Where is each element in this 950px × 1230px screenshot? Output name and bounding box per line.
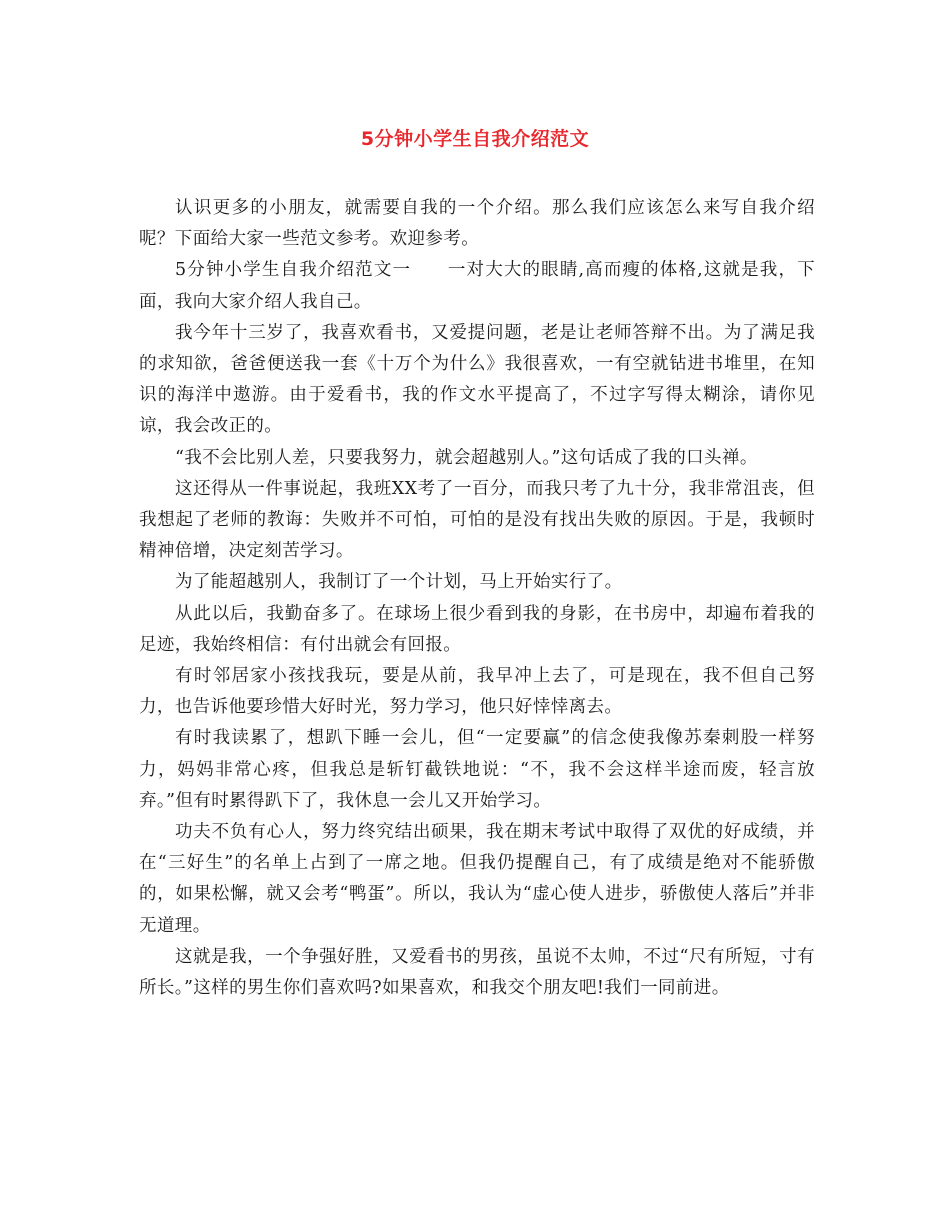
paragraph: 这就是我，一个争强好胜，又爱看书的男孩，虽说不太帅，不过“尺有所短，寸有所长。”这样的男生你们喜欢吗?如果喜欢，和我交个朋友吧!我们一同前进。 <box>139 946 815 999</box>
paragraph: “我不会比别人差，只要我努力，就会超越别人。”这句话成了我的口头禅。 <box>175 447 758 468</box>
paragraph: 这还得从一件事说起，我班XX考了一百分，而我只考了九十分，我非常沮丧，但我想起了老师的教诲：失败并不可怕，可怕的是没有找出失败的原因。于是，我顿时精神倍增，决定刻苦学习。 <box>139 478 815 562</box>
paragraph: 为了能超越别人，我制订了一个计划，马上开始实行了。 <box>175 572 623 593</box>
paragraph-sample-heading <box>139 255 815 317</box>
paragraph: 功夫不负有心人，努力终究结出硕果，我在期末考试中取得了双优的好成绩，并在“三好生”的名单上占到了一席之地。但我仍提醒自己，有了成绩是绝对不能骄傲的，如果松懈，就又会考“鸭蛋”。所以，我认为“虚心使人进步，骄傲使人落后”并非无道理。 <box>139 822 815 936</box>
paragraph: 从此以后，我勤奋多了。在球场上很少看到我的身影，在书房中，却遍布着我的足迹，我始终相信：有付出就会有回报。 <box>139 603 815 655</box>
sample-heading: 5分钟小学生自我介绍范文一 <box>175 260 412 281</box>
document-body <box>139 193 815 1004</box>
sample-first-line: 一对大大的眼睛,高而瘦的体格,这就是我，下面，我向大家介绍人我自己。 <box>139 260 815 312</box>
paragraph: 有时邻居家小孩找我玩，要是从前，我早冲上去了，可是现在，我不但自己努力，也告诉他要珍惜大好时光，努力学习，他只好悻悻离去。 <box>139 666 815 718</box>
paragraph: 我今年十三岁了，我喜欢看书，又爱提问题，老是让老师答辩不出。为了满足我的求知欲，爸爸便送我一套《十万个为什么》我很喜欢，一有空就钻进书堆里，在知识的海洋中遨游。由于爱看书，我的作文水平提高了，不过字写得太糊涂，请你见谅，我会改正的。 <box>139 322 815 437</box>
paragraph: 有时我读累了，想趴下睡一会儿，但“一定要赢”的信念使我像苏秦刺股一样努力，妈妈非常心疼，但我总是斩钉截铁地说：“不，我不会这样半途而废，轻言放弃。”但有时累得趴下了，我休息一会儿又开始学习。 <box>139 728 815 811</box>
document-title: 5分钟小学生自我介绍范文 <box>360 128 590 150</box>
paragraph-intro: 认识更多的小朋友，就需要自我的一个介绍。那么我们应该怎么来写自我介绍呢？下面给大家一些范文参考。欢迎参考。 <box>139 198 815 250</box>
